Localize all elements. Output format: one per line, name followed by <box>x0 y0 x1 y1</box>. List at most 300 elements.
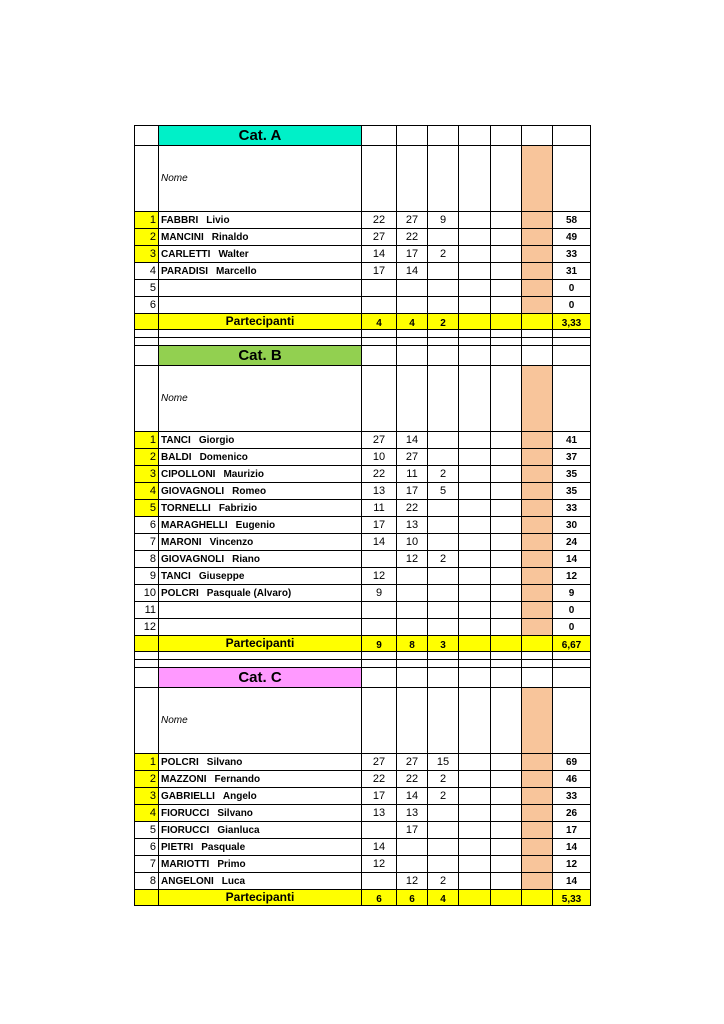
empty-cell <box>362 660 397 668</box>
table-row <box>135 432 591 449</box>
empty-cell <box>553 688 591 754</box>
table-row <box>135 805 591 822</box>
score-3 <box>428 839 459 856</box>
rank-cell <box>135 146 159 212</box>
score-1 <box>362 873 397 890</box>
table-row <box>135 246 591 263</box>
empty-cell <box>522 688 553 754</box>
athlete-name <box>159 500 362 517</box>
empty-cell <box>159 660 362 668</box>
score-5 <box>491 212 522 229</box>
empty-cell <box>522 146 553 212</box>
total-score: 37 <box>553 449 591 466</box>
score-2: 14 <box>397 432 428 449</box>
discard-column <box>522 602 553 619</box>
discard-column <box>522 534 553 551</box>
empty-cell <box>491 688 522 754</box>
table-row <box>135 822 591 839</box>
empty-cell <box>135 652 159 660</box>
surname: MARIOTTI <box>161 858 210 870</box>
score-2: 10 <box>397 534 428 551</box>
rank-cell: 6 <box>135 517 159 534</box>
empty-cell <box>553 338 591 346</box>
score-5 <box>491 822 522 839</box>
surname: TANCI <box>161 570 191 582</box>
athlete-name <box>159 771 362 788</box>
surname: ANGELONI <box>161 875 214 887</box>
empty-cell <box>397 366 428 432</box>
rank-cell: 4 <box>135 263 159 280</box>
score-4 <box>459 551 491 568</box>
given-name: Luca <box>221 875 246 887</box>
given-name: Fabrizio <box>218 502 258 514</box>
athlete-name <box>159 602 362 619</box>
empty-cell <box>428 668 459 688</box>
table-row <box>135 517 591 534</box>
athlete-name <box>159 873 362 890</box>
table-row <box>135 602 591 619</box>
score-1: 14 <box>362 534 397 551</box>
score-5 <box>491 788 522 805</box>
score-4 <box>459 568 491 585</box>
empty-cell <box>428 146 459 212</box>
spacer-row <box>135 652 591 660</box>
score-1: 14 <box>362 839 397 856</box>
participants-row <box>135 636 591 652</box>
empty-cell <box>459 652 491 660</box>
total-score: 30 <box>553 517 591 534</box>
nome-header-row <box>135 688 591 754</box>
rank-cell: 12 <box>135 619 159 636</box>
table-row <box>135 585 591 602</box>
total-score: 26 <box>553 805 591 822</box>
score-5 <box>491 246 522 263</box>
given-name: Pasquale <box>201 841 246 853</box>
score-4 <box>459 602 491 619</box>
score-3 <box>428 619 459 636</box>
empty-cell <box>135 330 159 338</box>
empty-cell <box>362 668 397 688</box>
rank-cell <box>135 688 159 754</box>
score-3 <box>428 280 459 297</box>
total-score: 41 <box>553 432 591 449</box>
participants-row <box>135 890 591 906</box>
athlete-name <box>159 754 362 771</box>
score-3: 2 <box>428 788 459 805</box>
given-name: Gianluca <box>217 824 260 836</box>
nome-label: Nome <box>159 688 362 754</box>
rank-cell: 1 <box>135 754 159 771</box>
empty-cell <box>397 660 428 668</box>
given-name: Silvano <box>206 756 243 768</box>
empty-cell <box>522 652 553 660</box>
rank-cell: 8 <box>135 873 159 890</box>
given-name: Eugenio <box>235 519 276 531</box>
table-row <box>135 788 591 805</box>
empty-cell <box>522 660 553 668</box>
score-5 <box>491 754 522 771</box>
empty-cell <box>459 126 491 146</box>
discard-column <box>522 483 553 500</box>
total-score: 24 <box>553 534 591 551</box>
score-4 <box>459 585 491 602</box>
rank-cell <box>135 636 159 652</box>
empty-cell <box>522 366 553 432</box>
score-4 <box>459 771 491 788</box>
rank-cell: 6 <box>135 839 159 856</box>
table-row <box>135 873 591 890</box>
surname: GABRIELLI <box>161 790 215 802</box>
score-2 <box>397 602 428 619</box>
participants-average: 5,33 <box>553 890 591 906</box>
score-1 <box>362 619 397 636</box>
participants-5 <box>491 636 522 652</box>
score-1: 14 <box>362 246 397 263</box>
empty-cell <box>397 330 428 338</box>
surname: FABBRI <box>161 214 199 226</box>
rank-cell <box>135 890 159 906</box>
participants-6 <box>522 314 553 330</box>
empty-cell <box>397 338 428 346</box>
table-row <box>135 754 591 771</box>
empty-cell <box>362 346 397 366</box>
nome-label: Nome <box>159 146 362 212</box>
nome-label: Nome <box>159 366 362 432</box>
table-row <box>135 500 591 517</box>
score-5 <box>491 280 522 297</box>
rank-cell: 4 <box>135 805 159 822</box>
empty-cell <box>459 146 491 212</box>
rank-cell: 10 <box>135 585 159 602</box>
participants-3: 4 <box>428 890 459 906</box>
empty-cell <box>491 126 522 146</box>
participants-2: 6 <box>397 890 428 906</box>
athlete-name <box>159 517 362 534</box>
total-score: 33 <box>553 246 591 263</box>
rank-cell <box>135 346 159 366</box>
empty-cell <box>397 126 428 146</box>
surname: MAZZONI <box>161 773 207 785</box>
total-score: 69 <box>553 754 591 771</box>
discard-column <box>522 856 553 873</box>
score-4 <box>459 263 491 280</box>
participants-1: 6 <box>362 890 397 906</box>
nome-header-row <box>135 146 591 212</box>
total-score: 0 <box>553 602 591 619</box>
empty-cell <box>362 146 397 212</box>
score-1 <box>362 551 397 568</box>
spacer-row <box>135 660 591 668</box>
athlete-name <box>159 212 362 229</box>
score-1: 17 <box>362 788 397 805</box>
participants-2: 4 <box>397 314 428 330</box>
score-2: 27 <box>397 754 428 771</box>
empty-cell <box>491 366 522 432</box>
given-name: Vincenzo <box>209 536 254 548</box>
table-row <box>135 839 591 856</box>
score-5 <box>491 771 522 788</box>
rank-cell: 7 <box>135 534 159 551</box>
score-3: 2 <box>428 551 459 568</box>
score-2 <box>397 619 428 636</box>
participants-4 <box>459 636 491 652</box>
empty-cell <box>491 330 522 338</box>
empty-cell <box>362 126 397 146</box>
score-3 <box>428 229 459 246</box>
discard-column <box>522 839 553 856</box>
score-5 <box>491 449 522 466</box>
category-title: Cat. B <box>159 346 362 366</box>
participants-label: Partecipanti <box>159 890 362 906</box>
score-5 <box>491 483 522 500</box>
score-3 <box>428 805 459 822</box>
rank-cell <box>135 366 159 432</box>
empty-cell <box>522 338 553 346</box>
score-1: 13 <box>362 483 397 500</box>
score-1: 9 <box>362 585 397 602</box>
given-name: Fernando <box>214 773 261 785</box>
score-4 <box>459 839 491 856</box>
athlete-name <box>159 280 362 297</box>
empty-cell <box>491 652 522 660</box>
surname: BALDI <box>161 451 192 463</box>
rank-cell: 4 <box>135 483 159 500</box>
athlete-name <box>159 805 362 822</box>
surname: MANCINI <box>161 231 204 243</box>
rank-cell: 6 <box>135 297 159 314</box>
empty-cell <box>553 660 591 668</box>
surname: GIOVAGNOLI <box>161 553 225 565</box>
empty-cell <box>397 146 428 212</box>
discard-column <box>522 466 553 483</box>
athlete-name <box>159 432 362 449</box>
score-4 <box>459 805 491 822</box>
score-2: 12 <box>397 551 428 568</box>
empty-cell <box>522 126 553 146</box>
empty-cell <box>428 338 459 346</box>
given-name: Marcello <box>216 265 257 277</box>
surname: CIPOLLONI <box>161 468 216 480</box>
score-2: 13 <box>397 805 428 822</box>
score-2 <box>397 280 428 297</box>
score-1: 27 <box>362 432 397 449</box>
score-4 <box>459 754 491 771</box>
score-1: 10 <box>362 449 397 466</box>
rank-cell: 5 <box>135 280 159 297</box>
participants-4 <box>459 890 491 906</box>
empty-cell <box>491 660 522 668</box>
empty-cell <box>397 688 428 754</box>
score-5 <box>491 873 522 890</box>
score-1: 13 <box>362 805 397 822</box>
empty-cell <box>362 688 397 754</box>
empty-cell <box>159 338 362 346</box>
discard-column <box>522 551 553 568</box>
score-2: 13 <box>397 517 428 534</box>
score-4 <box>459 856 491 873</box>
empty-cell <box>428 652 459 660</box>
score-1: 17 <box>362 517 397 534</box>
table-row <box>135 534 591 551</box>
discard-column <box>522 568 553 585</box>
surname: TORNELLI <box>161 502 211 514</box>
discard-column <box>522 585 553 602</box>
empty-cell <box>491 668 522 688</box>
discard-column <box>522 297 553 314</box>
score-5 <box>491 568 522 585</box>
score-5 <box>491 466 522 483</box>
empty-cell <box>553 346 591 366</box>
score-2: 11 <box>397 466 428 483</box>
score-1 <box>362 297 397 314</box>
discard-column <box>522 754 553 771</box>
total-score: 33 <box>553 500 591 517</box>
participants-2: 8 <box>397 636 428 652</box>
rank-cell: 11 <box>135 602 159 619</box>
athlete-name <box>159 568 362 585</box>
score-3 <box>428 517 459 534</box>
score-4 <box>459 483 491 500</box>
score-5 <box>491 585 522 602</box>
score-3: 2 <box>428 466 459 483</box>
given-name: Giuseppe <box>198 570 245 582</box>
score-2: 17 <box>397 483 428 500</box>
rank-cell <box>135 314 159 330</box>
score-5 <box>491 619 522 636</box>
empty-cell <box>522 330 553 338</box>
table-row <box>135 466 591 483</box>
score-1: 12 <box>362 568 397 585</box>
discard-column <box>522 449 553 466</box>
given-name: Angelo <box>222 790 257 802</box>
given-name: Rinaldo <box>211 231 249 243</box>
score-4 <box>459 466 491 483</box>
empty-cell <box>428 330 459 338</box>
surname: CARLETTI <box>161 248 211 260</box>
score-4 <box>459 822 491 839</box>
total-score: 9 <box>553 585 591 602</box>
score-3: 9 <box>428 212 459 229</box>
empty-cell <box>553 668 591 688</box>
score-3 <box>428 297 459 314</box>
total-score: 0 <box>553 619 591 636</box>
participants-3: 2 <box>428 314 459 330</box>
score-3 <box>428 449 459 466</box>
total-score: 12 <box>553 568 591 585</box>
rank-cell: 5 <box>135 822 159 839</box>
discard-column <box>522 229 553 246</box>
score-4 <box>459 449 491 466</box>
given-name: Silvano <box>217 807 253 819</box>
empty-cell <box>135 338 159 346</box>
total-score: 58 <box>553 212 591 229</box>
rank-cell: 3 <box>135 788 159 805</box>
total-score: 17 <box>553 822 591 839</box>
empty-cell <box>491 346 522 366</box>
score-4 <box>459 873 491 890</box>
athlete-name <box>159 534 362 551</box>
athlete-name <box>159 483 362 500</box>
total-score: 49 <box>553 229 591 246</box>
category-title-row <box>135 126 591 146</box>
score-3: 15 <box>428 754 459 771</box>
discard-column <box>522 263 553 280</box>
score-1: 27 <box>362 229 397 246</box>
rank-cell: 2 <box>135 771 159 788</box>
table-row <box>135 263 591 280</box>
total-score: 35 <box>553 466 591 483</box>
table-row <box>135 297 591 314</box>
empty-cell <box>159 652 362 660</box>
athlete-name <box>159 551 362 568</box>
score-4 <box>459 619 491 636</box>
score-5 <box>491 263 522 280</box>
ranking-sheet <box>134 125 591 906</box>
surname: PARADISI <box>161 265 209 277</box>
empty-cell <box>362 366 397 432</box>
empty-cell <box>459 366 491 432</box>
discard-column <box>522 280 553 297</box>
discard-column <box>522 212 553 229</box>
score-2: 12 <box>397 873 428 890</box>
score-3 <box>428 585 459 602</box>
score-5 <box>491 517 522 534</box>
score-2 <box>397 297 428 314</box>
score-2: 14 <box>397 788 428 805</box>
score-5 <box>491 229 522 246</box>
score-3 <box>428 568 459 585</box>
empty-cell <box>397 346 428 366</box>
empty-cell <box>491 146 522 212</box>
given-name: Romeo <box>232 485 267 497</box>
empty-cell <box>362 652 397 660</box>
empty-cell <box>459 346 491 366</box>
rank-cell: 8 <box>135 551 159 568</box>
athlete-name <box>159 619 362 636</box>
score-2 <box>397 568 428 585</box>
given-name: Walter <box>218 248 249 260</box>
surname: POLCRI <box>161 587 199 599</box>
athlete-name <box>159 466 362 483</box>
empty-cell <box>459 330 491 338</box>
table-row <box>135 568 591 585</box>
score-3 <box>428 856 459 873</box>
category-title: Cat. A <box>159 126 362 146</box>
rank-cell: 1 <box>135 432 159 449</box>
empty-cell <box>459 668 491 688</box>
score-2: 22 <box>397 500 428 517</box>
table-row <box>135 771 591 788</box>
surname: FIORUCCI <box>161 824 210 836</box>
discard-column <box>522 500 553 517</box>
given-name: Domenico <box>199 451 248 463</box>
spacer-row <box>135 330 591 338</box>
score-5 <box>491 534 522 551</box>
score-3: 2 <box>428 771 459 788</box>
score-4 <box>459 500 491 517</box>
empty-cell <box>428 366 459 432</box>
rank-cell <box>135 668 159 688</box>
score-2 <box>397 839 428 856</box>
total-score: 0 <box>553 297 591 314</box>
empty-cell <box>522 668 553 688</box>
score-1 <box>362 602 397 619</box>
score-3 <box>428 500 459 517</box>
discard-column <box>522 873 553 890</box>
rank-cell: 5 <box>135 500 159 517</box>
score-3 <box>428 602 459 619</box>
rank-cell: 2 <box>135 229 159 246</box>
